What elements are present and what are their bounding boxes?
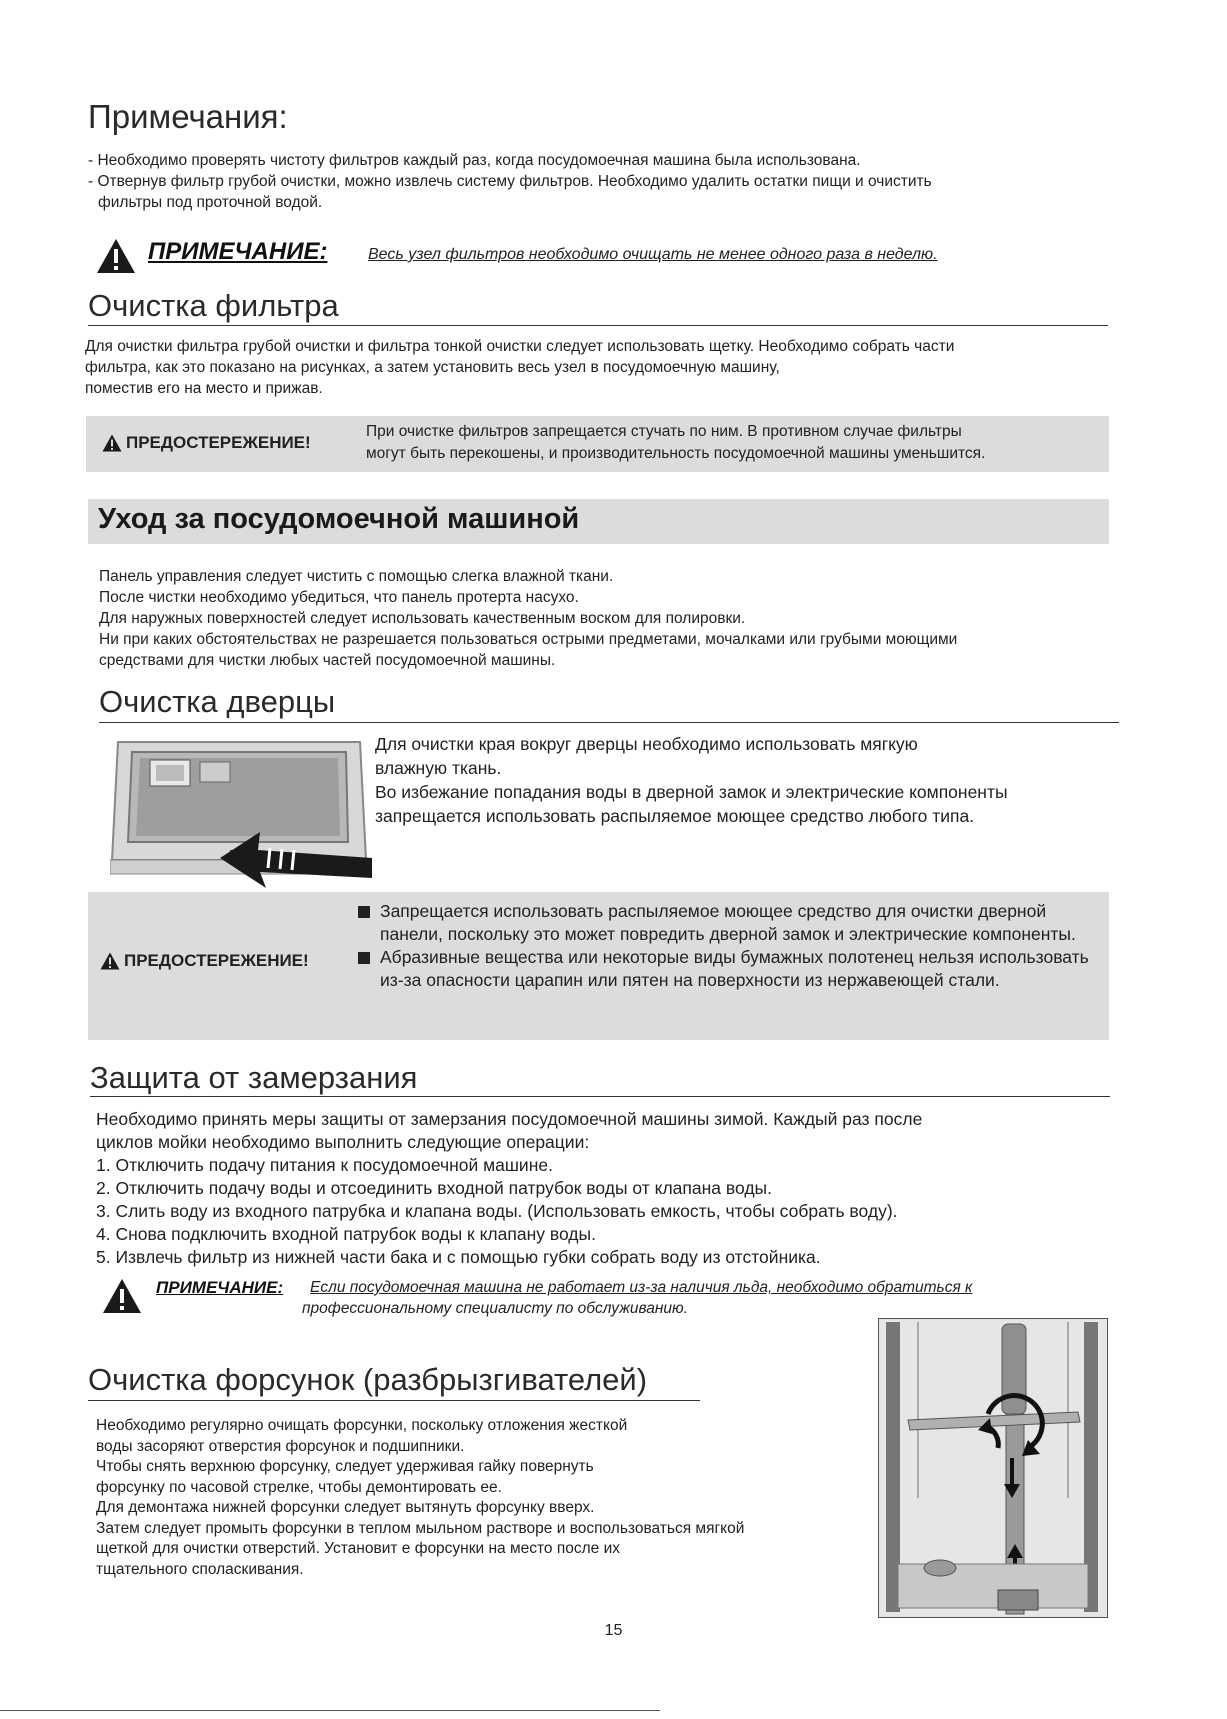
list-item xyxy=(358,946,1098,992)
footer-divider xyxy=(0,1710,660,1711)
paragraph-line: тщательного споласкивания. xyxy=(96,1560,304,1578)
caution-label: ПРЕДОСТЕРЕЖЕНИЕ! xyxy=(126,433,311,452)
section-divider xyxy=(90,1096,1110,1097)
paragraph-line: Во избежание попадания воды в дверной замок и электрические компоненты xyxy=(375,782,1008,802)
list-item xyxy=(358,900,1098,946)
notes-title: Примечания: xyxy=(88,98,288,135)
bullet-text: Запрещается использовать распыляемое моющее средство для очистки дверной панели, поскольку это может повредить дверной замок и электрические компоненты. xyxy=(380,901,1076,944)
paragraph-line: Необходимо принять меры защиты от замерзания посудомоечной машины зимой. Каждый раз после xyxy=(96,1109,923,1129)
paragraph-line: Затем следует промыть форсунки в теплом мыльном растворе и воспользоваться мягкой xyxy=(96,1519,745,1537)
paragraph-line: Для демонтажа нижней форсунки следует вытянуть форсунку вверх. xyxy=(96,1499,595,1516)
page-number: 15 xyxy=(604,1622,623,1639)
paragraph-line: Необходимо регулярно очищать форсунки, поскольку отложения жесткой xyxy=(96,1417,628,1434)
paragraph-line: 5. Извлечь фильтр из нижней части бака и с помощью губки собрать воду из отстойника. xyxy=(96,1247,821,1267)
paragraph-line: запрещается использовать распыляемое моющее средство любого типа. xyxy=(375,806,975,826)
square-bullet-icon xyxy=(358,906,370,918)
door-cleaning-text xyxy=(375,732,1115,828)
caution-line: могут быть перекошены, и производительность посудомоечной машины уменьшится. xyxy=(366,445,986,462)
paragraph-line: 3. Слить воду из входного патрубка и клапана воды. (Использовать емкость, чтобы собрать воду). xyxy=(96,1201,898,1221)
note-text: профессиональному специалисту по обслуживанию. xyxy=(302,1300,688,1317)
paragraph-line: Для наружных поверхностей следует использовать качественным воском для полировки. xyxy=(99,610,746,627)
section-divider xyxy=(99,722,1119,723)
paragraph-line: 2. Отключить подачу воды и отсоединить входной патрубок воды от клапана воды. xyxy=(96,1178,772,1198)
notes-item: фильтры под проточной водой. xyxy=(98,194,323,211)
paragraph-line: Для очистки края вокруг дверцы необходимо использовать мягкую xyxy=(375,734,918,754)
door-cleaning-title: Очистка дверцы xyxy=(99,684,336,719)
freeze-protection-text xyxy=(96,1108,1106,1269)
paragraph-line: поместив его на место и прижав. xyxy=(85,380,323,397)
spray-arm-cleaning-title: Очистка форсунок (разбрызгивателей) xyxy=(88,1362,648,1397)
notes-list xyxy=(88,150,1138,213)
door-photo xyxy=(110,740,372,890)
paragraph-line: Чтобы снять верхнюю форсунку, следует удерживая гайку повернуть xyxy=(96,1458,594,1475)
care-text xyxy=(99,566,1119,671)
caution-line: При очистке фильтров запрещается стучать по ним. В противном случае фильтры xyxy=(366,423,962,440)
spray-arm-photo xyxy=(878,1318,1108,1618)
caution-label: ПРЕДОСТЕРЕЖЕНИЕ! xyxy=(124,951,309,970)
warning-triangle-icon xyxy=(102,1278,142,1314)
caution-text xyxy=(366,421,1106,465)
paragraph-line: После чистки необходимо убедиться, что панель протерта насухо. xyxy=(99,589,579,606)
paragraph-line: Панель управления следует чистить с помощью слегка влажной ткани. xyxy=(99,568,614,585)
note-text: Если посудомоечная машина не работает из-за наличия льда, необходимо обратиться к xyxy=(310,1279,973,1296)
care-title: Уход за посудомоечной машиной xyxy=(98,503,580,535)
notes-item: - Необходимо проверять чистоту фильтров каждый раз, когда посудомоечная машина была использована. xyxy=(88,152,861,169)
paragraph-line: 1. Отключить подачу питания к посудомоечной машине. xyxy=(96,1155,553,1175)
note-label: ПРИМЕЧАНИЕ: xyxy=(148,238,328,265)
warning-triangle-icon xyxy=(96,238,136,274)
warning-triangle-icon xyxy=(102,434,122,452)
notes-item: - Отвернув фильтр грубой очистки, можно извлечь систему фильтров. Необходимо удалить остатки пищи и очистить xyxy=(88,173,932,190)
section-divider xyxy=(88,1400,700,1401)
spray-arm-cleaning-text xyxy=(96,1416,856,1580)
paragraph-line: щеткой для очистки отверстий. Установит е форсунки на место после их xyxy=(96,1540,620,1557)
paragraph-line: 4. Снова подключить входной патрубок воды к клапану воды. xyxy=(96,1224,596,1244)
bullet-text: Абразивные вещества или некоторые виды бумажных полотенец нельзя использовать из-за опасности царапин или пятен на поверхности из нержавеющей стали. xyxy=(380,947,1089,990)
filter-cleaning-title: Очистка фильтра xyxy=(88,288,339,323)
section-divider xyxy=(88,325,1108,326)
note-label: ПРИМЕЧАНИЕ: xyxy=(156,1278,284,1297)
care-band xyxy=(88,499,1109,544)
freeze-protection-title: Защита от замерзания xyxy=(90,1060,418,1095)
paragraph-line: воды засоряют отверстия форсунок и подшипники. xyxy=(96,1437,465,1455)
paragraph-line: Ни при каких обстоятельствах не разрешается пользоваться острыми предметами, мочалками или грубыми моющими xyxy=(99,631,958,648)
filter-cleaning-text xyxy=(85,336,1125,399)
paragraph-line: средствами для чистки любых частей посудомоечной машины. xyxy=(99,652,556,669)
paragraph-line: фильтра, как это показано на рисунках, а затем установить весь узел в посудомоечную машину, xyxy=(85,359,780,376)
paragraph-line: влажную ткань. xyxy=(375,758,502,778)
weekly-filter-note xyxy=(96,236,1096,276)
note-text: Весь узел фильтров необходимо очищать не менее одного раза в неделю. xyxy=(368,246,938,263)
warning-triangle-icon xyxy=(100,952,120,970)
paragraph-line: форсунку по часовой стрелке, чтобы демонтировать ее. xyxy=(96,1478,502,1496)
paragraph-line: Для очистки фильтра грубой очистки и фильтра тонкой очистки следует использовать щетку. Необходимо собрать части xyxy=(85,338,955,355)
door-caution-list xyxy=(358,900,1098,992)
paragraph-line: циклов мойки необходимо выполнить следующие операции: xyxy=(96,1132,590,1152)
filter-caution-box xyxy=(86,416,1109,472)
square-bullet-icon xyxy=(358,952,370,964)
